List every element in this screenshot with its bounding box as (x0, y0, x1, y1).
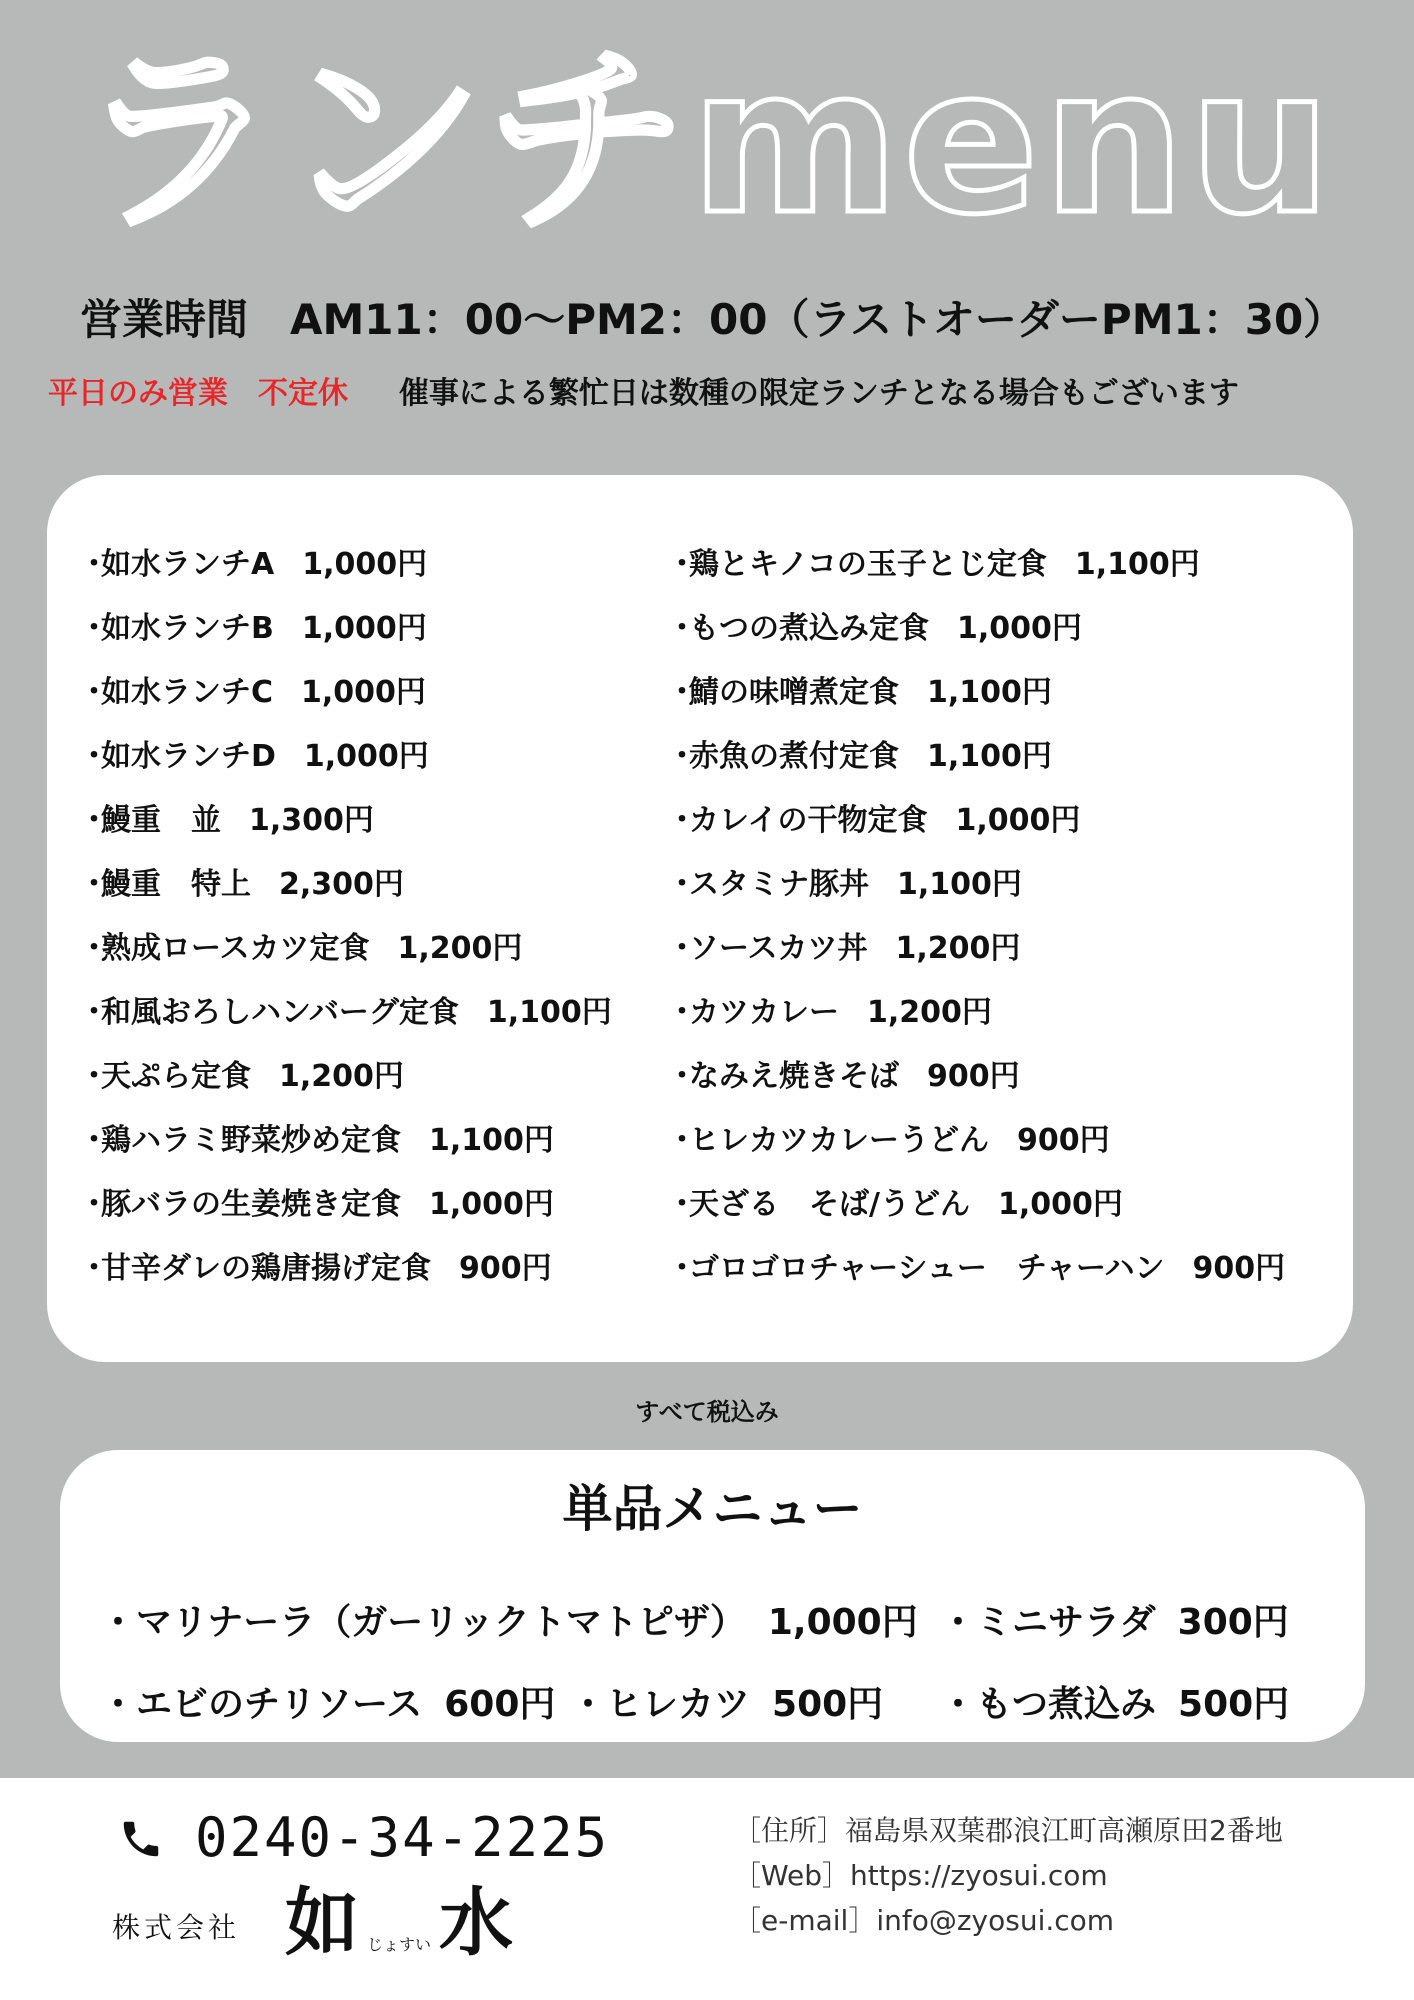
item-name: マリナーラ（ガーリックトマトピザ） (136, 1602, 746, 1643)
item-price: 300円 (1177, 1602, 1289, 1643)
footer (0, 1778, 1414, 2000)
logo-end-char: 水 (439, 1880, 514, 1966)
menu-item: ・甘辛ダレの鶏唐揚げ定食 900円 (79, 1251, 552, 1286)
business-hours: 営業時間 AM11：00〜PM2：00（ラストオーダーPM1：30） (80, 295, 1346, 344)
company-prefix: 株式会社 (112, 1911, 241, 1944)
item-name: エビのチリソース (136, 1684, 423, 1725)
item-price: 1,100円 (927, 675, 1052, 710)
item-name: 鶏ハラミ野菜炒め定食 (101, 1123, 401, 1158)
menu-item: ・ゴロゴロチャーシュー チャーハン 900円 (667, 1251, 1286, 1286)
item-name: カツカレー (689, 995, 839, 1030)
tax-note: すべて税込み (635, 1398, 779, 1426)
item-price: 900円 (1017, 1123, 1110, 1158)
single-menu-title: 単品メニュー (562, 1480, 863, 1538)
item-name: 天ざる そば/うどん (689, 1187, 970, 1222)
item-price: 1,100円 (429, 1123, 554, 1158)
notice-text: 催事による繁忙日は数種の限定ランチとなる場合もございます (398, 376, 1239, 411)
menu-item: ・熟成ロースカツ定食 1,200円 (79, 931, 523, 966)
menu-item: ・赤魚の煮付定食 1,100円 (667, 739, 1052, 774)
logo-ruby: じょすい (367, 1935, 432, 1954)
item-name: 天ぷら定食 (101, 1059, 251, 1094)
menu-item: ・ヒレカツカレーうどん 900円 (667, 1123, 1110, 1158)
lunch-menu-panel (47, 475, 1353, 1362)
menu-item: ・鶏とキノコの玉子とじ定食 1,100円 (667, 547, 1200, 582)
menu-item: ・鯖の味噌煮定食 1,100円 (667, 675, 1052, 710)
item-price: 1,200円 (895, 931, 1021, 966)
item-name: 如水ランチD (101, 739, 276, 774)
item-name: なみえ焼きそば (689, 1059, 899, 1094)
company-logo (285, 1878, 513, 1968)
lunch-menu-left-column (79, 533, 612, 1301)
item-price: 1,100円 (1074, 547, 1200, 582)
website-link[interactable]: ［Web］https://zyosui.com (733, 1859, 1108, 1892)
menu-item: ・鶏ハラミ野菜炒め定食 1,100円 (79, 1123, 554, 1158)
single-menu-panel (60, 1450, 1365, 1742)
item-price: 1,200円 (867, 995, 992, 1030)
item-name: 鰻重 並 (101, 803, 221, 838)
item-price: 1,300円 (249, 803, 374, 838)
item-price: 1,100円 (927, 739, 1052, 774)
item-price: 1,000円 (767, 1602, 918, 1643)
menu-item: ・カレイの干物定食 1,000円 (667, 803, 1081, 838)
single-item: ・エビのチリソース 600円 (100, 1684, 556, 1725)
item-price: 1,000円 (303, 739, 429, 774)
item-price: 1,000円 (301, 611, 427, 646)
item-name: スタミナ豚丼 (689, 867, 869, 902)
menu-item: ・如水ランチC 1,000円 (79, 675, 426, 710)
logo-main-char: 如 (285, 1880, 359, 1966)
single-item: ・マリナーラ（ガーリックトマトピザ） 1,000円 (100, 1602, 918, 1643)
item-price: 600円 (444, 1684, 556, 1725)
menu-item: ・鰻重 並 1,300円 (79, 803, 374, 838)
item-price: 1,100円 (897, 867, 1022, 902)
menu-item: ・ソースカツ丼 1,200円 (667, 931, 1021, 966)
menu-item: ・天ざる そば/うどん 1,000円 (667, 1187, 1123, 1222)
menu-item: ・如水ランチD 1,000円 (79, 739, 429, 774)
item-price: 1,000円 (955, 803, 1081, 838)
notice-weekdays: 平日のみ営業 不定休 (48, 376, 348, 411)
menu-item: ・もつの煮込み定食 1,000円 (667, 611, 1082, 646)
menu-item: ・鰻重 特上 2,300円 (79, 867, 404, 902)
menu-item: ・カツカレー 1,200円 (667, 995, 992, 1030)
item-price: 1,000円 (301, 675, 426, 710)
item-name: ミニサラダ (976, 1602, 1156, 1643)
single-item: ・ミニサラダ 300円 (940, 1602, 1289, 1643)
item-name: ゴロゴロチャーシュー チャーハン (689, 1251, 1165, 1286)
item-name: もつの煮込み定食 (689, 611, 929, 646)
item-name: ソースカツ丼 (689, 931, 868, 966)
item-name: ヒレカツ (606, 1684, 751, 1725)
item-name: ヒレカツカレーうどん (689, 1123, 989, 1158)
item-price: 900円 (459, 1251, 552, 1286)
menu-item: ・スタミナ豚丼 1,100円 (667, 867, 1022, 902)
item-price: 2,300円 (279, 867, 404, 902)
menu-item: ・如水ランチB 1,000円 (79, 611, 427, 646)
single-item: ・もつ煮込み 500円 (940, 1684, 1290, 1725)
email-link[interactable]: ［e-mail］info@zyosui.com (733, 1904, 1115, 1937)
item-name: カレイの干物定食 (689, 803, 928, 838)
notice (48, 372, 1388, 416)
item-price: 1,000円 (429, 1187, 554, 1222)
menu-item: ・和風おろしハンバーグ定食 1,100円 (79, 995, 612, 1030)
item-price: 900円 (927, 1059, 1020, 1094)
item-price: 500円 (1178, 1684, 1290, 1725)
address: ［住所］福島県双葉郡浪江町高瀬原田2番地 (733, 1814, 1283, 1847)
item-name: 鶏とキノコの玉子とじ定食 (689, 547, 1047, 582)
menu-item: ・なみえ焼きそば 900円 (667, 1059, 1020, 1094)
single-item: ・ヒレカツ 500円 (570, 1684, 884, 1725)
page-title: ランチmenu (78, 26, 1336, 259)
item-name: 如水ランチB (101, 611, 274, 646)
item-price: 500円 (772, 1684, 884, 1725)
lunch-menu-right-column (667, 533, 1285, 1301)
item-price: 1,200円 (279, 1059, 404, 1094)
item-name: 熟成ロースカツ定食 (101, 931, 370, 966)
item-name: もつ煮込み (976, 1684, 1157, 1725)
menu-item: ・天ぷら定食 1,200円 (79, 1059, 404, 1094)
contact-info (733, 1808, 1283, 1943)
phone-number[interactable]: 0240-34-2225 (195, 1806, 610, 1869)
item-price: 1,000円 (957, 611, 1082, 646)
item-name: 和風おろしハンバーグ定食 (101, 995, 459, 1030)
phone-icon (118, 1816, 164, 1862)
item-name: 如水ランチA (101, 547, 275, 582)
item-name: 鯖の味噌煮定食 (689, 675, 899, 710)
menu-item: ・豚バラの生姜焼き定食 1,000円 (79, 1187, 554, 1222)
item-name: 豚バラの生姜焼き定食 (101, 1187, 401, 1222)
item-price: 1,100円 (486, 995, 612, 1030)
item-price: 1,000円 (302, 547, 428, 582)
item-name: 如水ランチC (101, 675, 274, 710)
menu-item: ・如水ランチA 1,000円 (79, 547, 428, 582)
item-price: 1,000円 (997, 1187, 1123, 1222)
item-name: 鰻重 特上 (101, 867, 251, 902)
item-price: 900円 (1192, 1251, 1286, 1286)
item-price: 1,200円 (397, 931, 523, 966)
item-name: 赤魚の煮付定食 (689, 739, 899, 774)
item-name: 甘辛ダレの鶏唐揚げ定食 (101, 1251, 431, 1286)
